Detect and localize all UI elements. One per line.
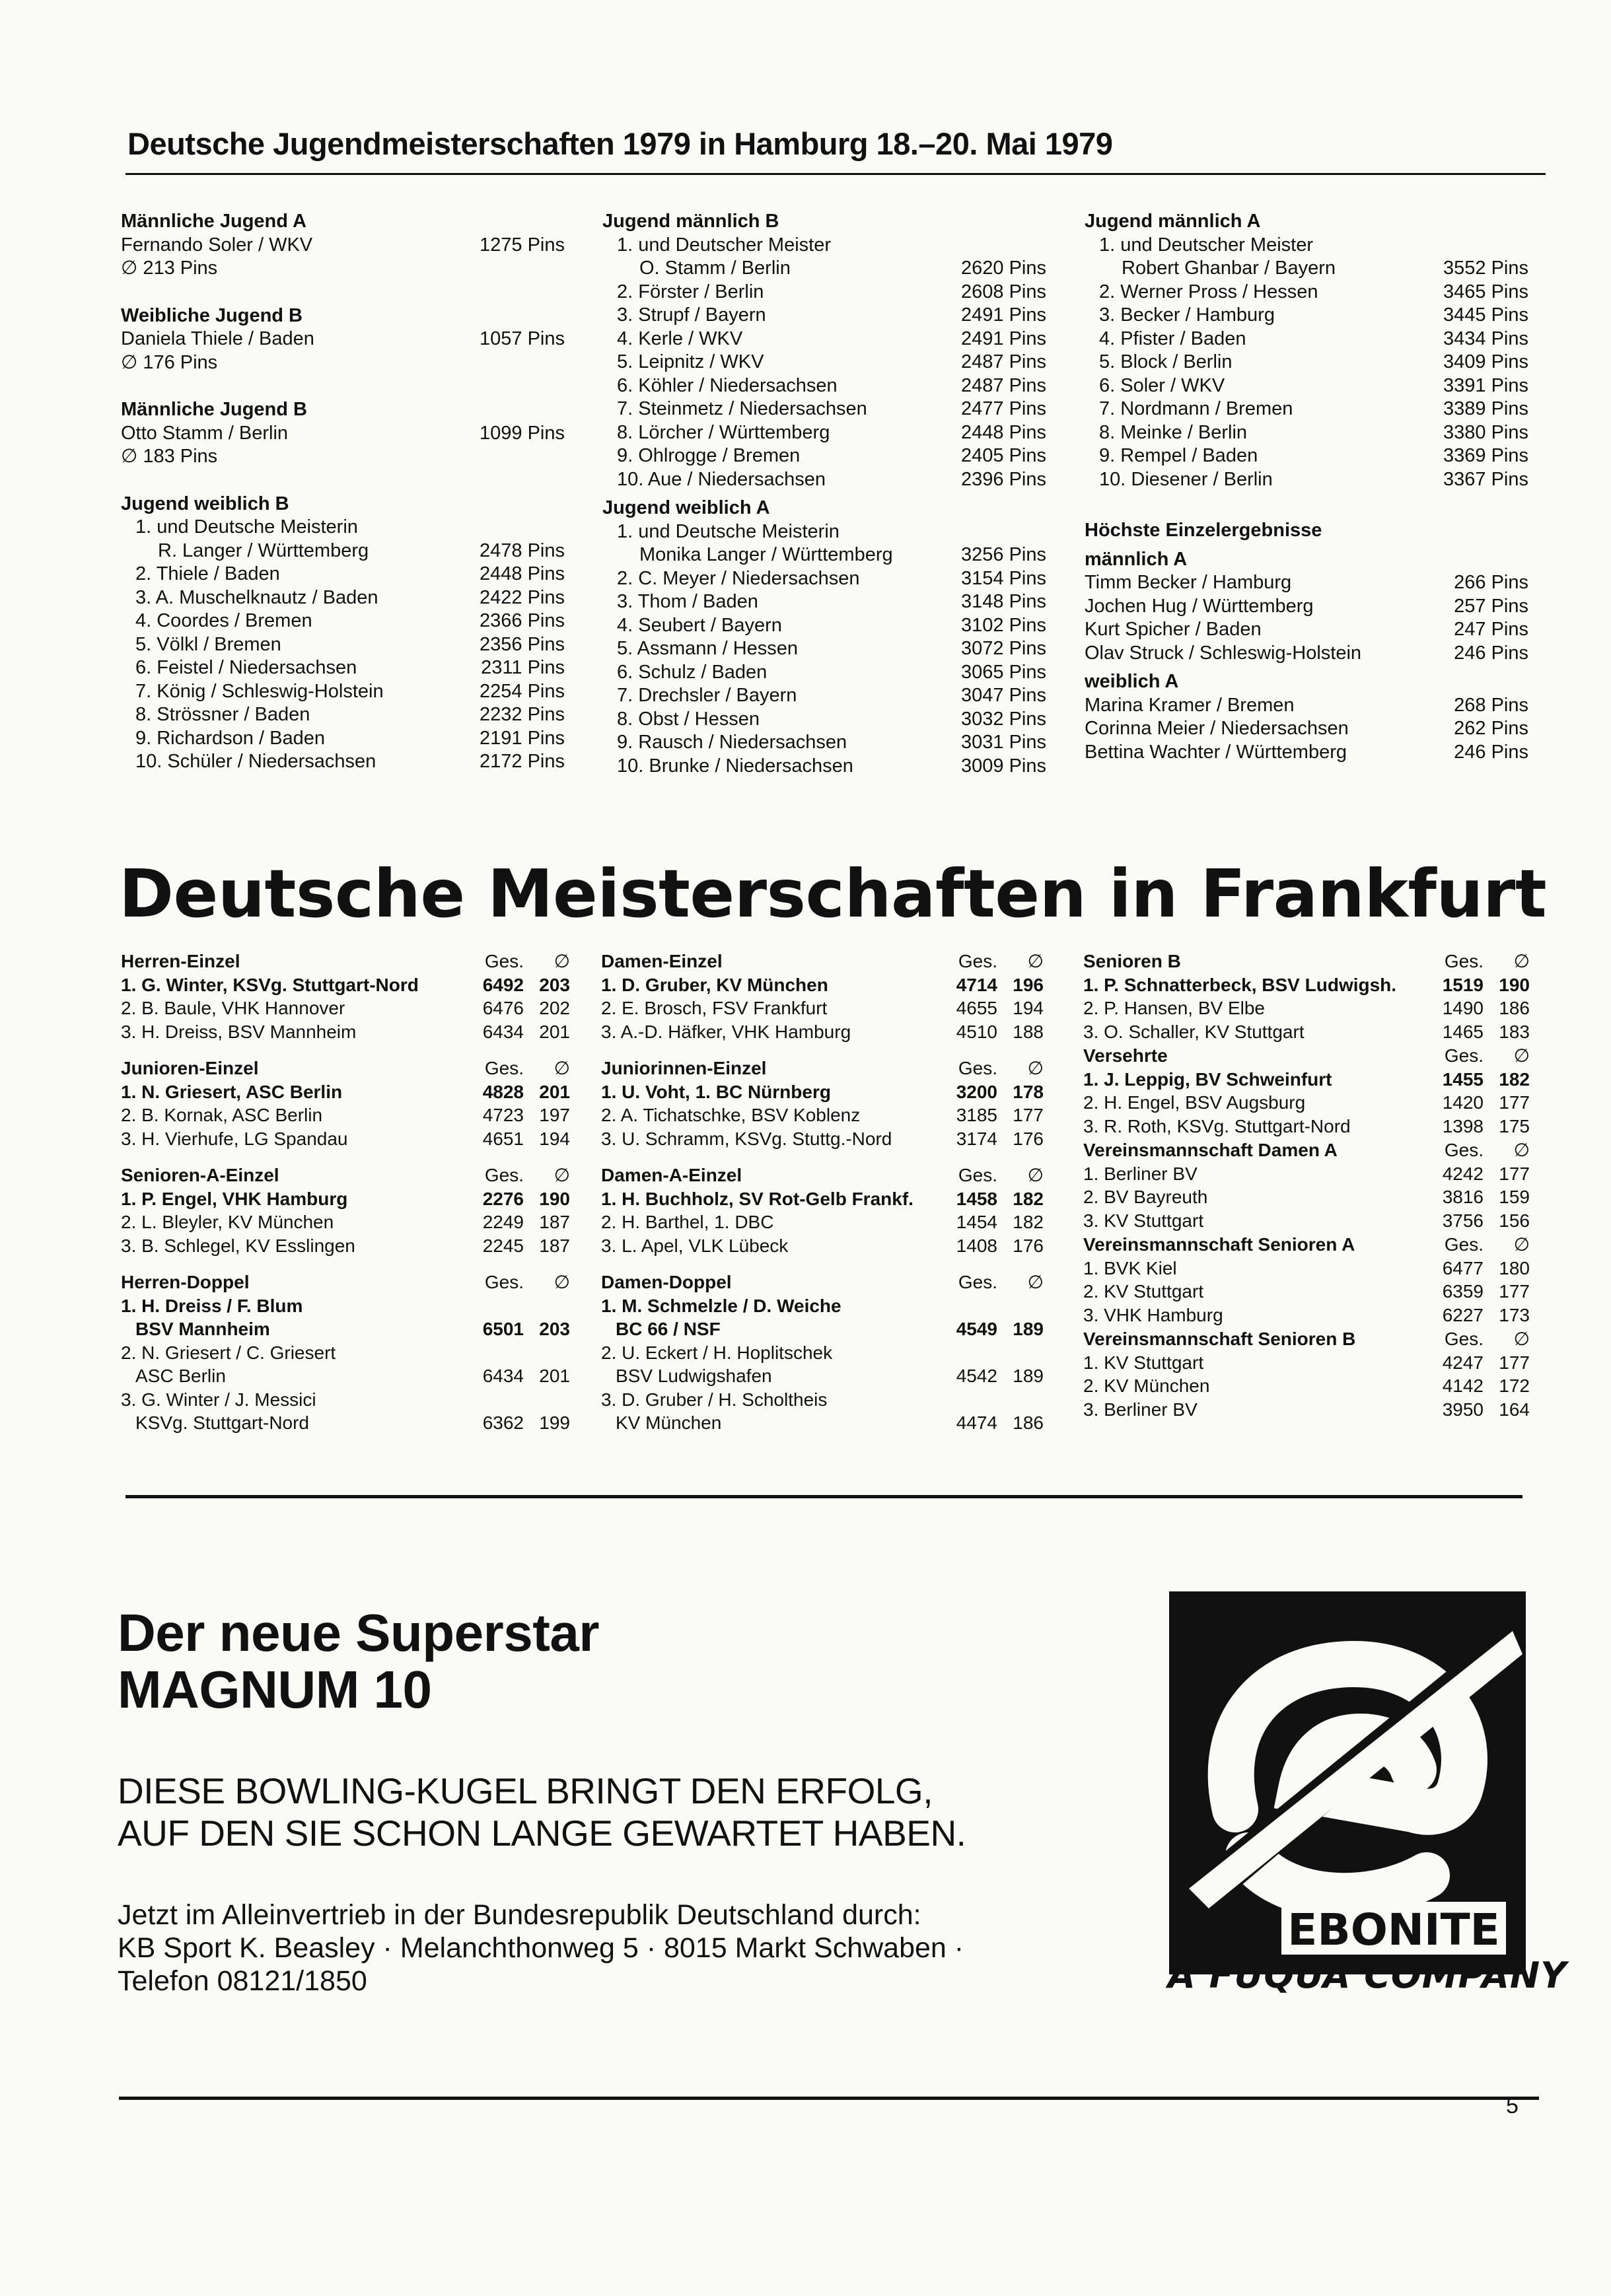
table-row: ASC Berlin 6434 201 bbox=[135, 1366, 570, 1386]
result-row: 10. Brunke / Niedersachsen 3009 Pins bbox=[617, 755, 1046, 777]
result-row: Bettina Wachter / Württemberg 246 Pins bbox=[1085, 741, 1528, 763]
section-title: Jugend weiblich B bbox=[121, 493, 289, 514]
average-column-label: ∅ bbox=[1513, 1329, 1530, 1349]
result-row: 3. Thom / Baden 3148 Pins bbox=[617, 591, 1046, 612]
table-row: 2. KV München 4142 172 bbox=[1083, 1375, 1530, 1396]
result-list bbox=[1085, 571, 1528, 665]
ad-tagline: DIESE BOWLING-KUGEL BRINGT DEN ERFOLG, AUF DEN SIE SCHON LANGE GEWARTET HABEN. bbox=[118, 1770, 966, 1854]
section-title: Jugend männlich B bbox=[602, 211, 779, 232]
result-row: 2. Thiele / Baden 2448 Pins bbox=[135, 563, 565, 584]
logo-word: EBONITE bbox=[1287, 1904, 1500, 1955]
middle-rule bbox=[125, 1495, 1522, 1498]
result-row: 10. Diesener / Berlin 3367 Pins bbox=[1099, 468, 1528, 490]
section-title: Höchste Einzelergebnisse bbox=[1085, 520, 1322, 541]
section-title: Damen-A-Einzel bbox=[601, 1165, 742, 1185]
ges-column-label: Ges. bbox=[958, 1165, 997, 1185]
table-row: 2. U. Eckert / H. Hoplitschek bbox=[601, 1342, 833, 1363]
table-row: 1. H. Dreiss / F. Blum bbox=[121, 1295, 303, 1316]
table-row: 1. KV Stuttgart 4247 177 bbox=[1083, 1352, 1530, 1373]
table-row: KSVg. Stuttgart-Nord 6362 199 bbox=[135, 1412, 570, 1433]
top-rule bbox=[125, 173, 1546, 175]
result-row: 3. A. Muschelknautz / Baden 2422 Pins bbox=[135, 586, 565, 608]
dm-col-3 bbox=[1083, 950, 1530, 1421]
result-row: 6. Schulz / Baden 3065 Pins bbox=[617, 661, 1046, 683]
section-title: Senioren B bbox=[1083, 951, 1181, 971]
result-row: 10. Aue / Niedersachsen 2396 Pins bbox=[617, 468, 1046, 490]
table-section-header bbox=[601, 1164, 1044, 1187]
section-title: Herren-Einzel bbox=[121, 951, 240, 971]
section-title: Junioren-Einzel bbox=[121, 1058, 259, 1078]
table-row: 1. P. Schnatterbeck, BSV Ludwigsh. 1519 190 bbox=[1083, 974, 1530, 995]
table-row: 1. M. Schmelzle / D. Weiche bbox=[601, 1295, 841, 1316]
table-row: 3. R. Roth, KSVg. Stuttgart-Nord 1398 175 bbox=[1083, 1115, 1530, 1136]
ges-column-label: Ges. bbox=[484, 1272, 524, 1292]
table-row: 2. E. Brosch, FSV Frankfurt 4655 194 bbox=[601, 998, 1044, 1018]
table-row: 2. BV Bayreuth 3816 159 bbox=[1083, 1187, 1530, 1207]
meisterschaften-title: Deutsche Meisterschaften in Frankfurt bbox=[119, 855, 1547, 932]
dm-col-2 bbox=[601, 950, 1044, 1435]
result-list bbox=[602, 543, 1046, 778]
section-title: Versehrte bbox=[1083, 1045, 1168, 1066]
result-row: 5. Völkl / Bremen 2356 Pins bbox=[135, 633, 565, 655]
logo-caption: A FUQUA COMPANY bbox=[1168, 1955, 1567, 1996]
table-section-header bbox=[1083, 1044, 1530, 1068]
table-row: 1. P. Engel, VHK Hamburg 2276 190 bbox=[121, 1188, 570, 1209]
result-row: O. Stamm / Berlin 2620 Pins bbox=[639, 258, 1046, 279]
result-row: Monika Langer / Württemberg 3256 Pins bbox=[639, 544, 1046, 565]
table-row: 2. N. Griesert / C. Griesert bbox=[121, 1342, 336, 1363]
table-row: 1. U. Voht, 1. BC Nürnberg 3200 178 bbox=[601, 1081, 1044, 1102]
ges-column-label: Ges. bbox=[1444, 1234, 1484, 1255]
product-name: MAGNUM 10 bbox=[118, 1660, 432, 1719]
ad-contact: Jetzt im Alleinvertrieb in der Bundesrepublik Deutschland durch: KB Sport K. Beasley · Melanchthonweg 5 · 8015 Markt Schwaben · Telefon 08121/1850 bbox=[118, 1899, 964, 1997]
section-title: Herren-Doppel bbox=[121, 1272, 250, 1292]
average-column-label: ∅ bbox=[1027, 1165, 1044, 1185]
section-title: Weibliche Jugend B bbox=[121, 304, 303, 326]
ges-column-label: Ges. bbox=[484, 951, 524, 971]
result-row: 8. Obst / Hessen 3032 Pins bbox=[617, 708, 1046, 730]
ad-headline bbox=[118, 1605, 599, 1718]
table-row: 2. H. Barthel, 1. DBC 1454 182 bbox=[601, 1212, 1044, 1232]
table-section-header bbox=[1083, 1138, 1530, 1162]
page-number: 5 bbox=[1506, 2093, 1519, 2118]
table-row: 1. BVK Kiel 6477 180 bbox=[1083, 1257, 1530, 1278]
jugend-col-3 bbox=[1085, 210, 1528, 764]
table-row: 1. G. Winter, KSVg. Stuttgart-Nord 6492 203 bbox=[121, 974, 570, 995]
table-row: 1. Berliner BV 4242 177 bbox=[1083, 1163, 1530, 1184]
result-row: 9. Rausch / Niedersachsen 3031 Pins bbox=[617, 732, 1046, 753]
jugend-col-2 bbox=[602, 210, 1046, 778]
average-column-label: ∅ bbox=[554, 951, 570, 971]
result-row: 5. Block / Berlin 3409 Pins bbox=[1099, 351, 1528, 372]
table-row: 2. A. Tichatschke, BSV Koblenz 3185 177 bbox=[601, 1105, 1044, 1125]
table-row: 1. J. Leppig, BV Schweinfurt 1455 182 bbox=[1083, 1068, 1530, 1090]
dm-col-1 bbox=[121, 950, 570, 1435]
table-section-header bbox=[121, 950, 570, 973]
section-title: Männliche Jugend B bbox=[121, 399, 307, 420]
result-list bbox=[1085, 694, 1528, 765]
section-title: Damen-Einzel bbox=[601, 951, 723, 971]
section-title: Damen-Doppel bbox=[601, 1272, 732, 1292]
result-row: Timm Becker / Hamburg 266 Pins bbox=[1085, 572, 1528, 593]
table-row: 2. P. Hansen, BV Elbe 1490 186 bbox=[1083, 998, 1530, 1018]
result-row: 7. Nordmann / Bremen 3389 Pins bbox=[1099, 398, 1528, 419]
table-section-header bbox=[121, 1057, 570, 1080]
bottom-rule bbox=[119, 2097, 1539, 2100]
result-row: 8. Meinke / Berlin 3380 Pins bbox=[1099, 421, 1528, 443]
table-row: 3. A.-D. Häfker, VHK Hamburg 4510 188 bbox=[601, 1021, 1044, 1042]
section-title: Männliche Jugend A bbox=[121, 211, 306, 232]
result-row: 9. Rempel / Baden 3369 Pins bbox=[1099, 445, 1528, 466]
section-title: Jugend männlich A bbox=[1085, 211, 1261, 232]
table-row: 3. B. Schlegel, KV Esslingen 2245 187 bbox=[121, 1235, 570, 1256]
table-row: 1. H. Buchholz, SV Rot-Gelb Frankf. 1458 182 bbox=[601, 1188, 1044, 1209]
result-row: Fernando Soler / WKV 1275 Pins bbox=[121, 234, 565, 256]
ges-column-label: Ges. bbox=[1444, 1045, 1484, 1066]
table-row: 3. KV Stuttgart 3756 156 bbox=[1083, 1210, 1530, 1231]
table-row: 3. Berliner BV 3950 164 bbox=[1083, 1399, 1530, 1420]
section-title: Jugend weiblich A bbox=[602, 497, 770, 518]
ges-column-label: Ges. bbox=[484, 1058, 524, 1078]
table-row: KV München 4474 186 bbox=[616, 1412, 1044, 1433]
average-column-label: ∅ bbox=[1513, 951, 1530, 971]
intro-line: 1. und Deutsche Meisterin bbox=[135, 516, 358, 538]
result-row: 6. Feistel / Niedersachsen 2311 Pins bbox=[135, 657, 565, 678]
result-row: 4. Coordes / Bremen 2366 Pins bbox=[135, 610, 565, 631]
table-row: 3. D. Gruber / H. Scholtheis bbox=[601, 1389, 828, 1410]
table-section-header bbox=[121, 1164, 570, 1187]
table-row: 2. B. Kornak, ASC Berlin 4723 197 bbox=[121, 1105, 570, 1125]
ges-column-label: Ges. bbox=[1444, 1140, 1484, 1160]
intro-line: 1. und Deutsche Meisterin bbox=[617, 520, 840, 542]
table-row: 2. KV Stuttgart 6359 177 bbox=[1083, 1281, 1530, 1302]
table-section-header bbox=[601, 1270, 1044, 1294]
result-row: 6. Soler / WKV 3391 Pins bbox=[1099, 374, 1528, 396]
table-section-header bbox=[1083, 1327, 1530, 1351]
result-row: 4. Kerle / WKV 2491 Pins bbox=[617, 328, 1046, 349]
intro-line: 1. und Deutscher Meister bbox=[617, 234, 831, 256]
average-line: ∅ 176 Pins bbox=[121, 351, 218, 373]
average-column-label: ∅ bbox=[1027, 1058, 1044, 1078]
average-line: ∅ 213 Pins bbox=[121, 258, 218, 279]
section-title: Senioren-A-Einzel bbox=[121, 1165, 279, 1185]
result-row: 5. Assmann / Hessen 3072 Pins bbox=[617, 638, 1046, 659]
jugend-title: Deutsche Jugendmeisterschaften 1979 in Hamburg 18.–20. Mai 1979 bbox=[127, 126, 1113, 161]
result-row: Olav Struck / Schleswig-Holstein 246 Pins bbox=[1085, 642, 1528, 664]
section-title: Vereinsmannschaft Senioren A bbox=[1083, 1234, 1355, 1255]
average-column-label: ∅ bbox=[1513, 1140, 1530, 1160]
table-row: 3. VHK Hamburg 6227 173 bbox=[1083, 1304, 1530, 1325]
result-row: 3. Becker / Hamburg 3445 Pins bbox=[1099, 304, 1528, 326]
section-title: Juniorinnen-Einzel bbox=[601, 1058, 767, 1078]
table-row: BSV Mannheim 6501 203 bbox=[135, 1319, 570, 1339]
section-title: Vereinsmannschaft Senioren B bbox=[1083, 1329, 1356, 1349]
average-column-label: ∅ bbox=[554, 1165, 570, 1185]
table-section-header bbox=[601, 950, 1044, 973]
table-row: 3. G. Winter / J. Messici bbox=[121, 1389, 316, 1410]
result-row: 2. Werner Pross / Hessen 3465 Pins bbox=[1099, 281, 1528, 302]
table-row: 1. N. Griesert, ASC Berlin 4828 201 bbox=[121, 1081, 570, 1102]
table-section-header bbox=[1083, 950, 1530, 973]
average-column-label: ∅ bbox=[1513, 1045, 1530, 1066]
table-row: 1. D. Gruber, KV München 4714 196 bbox=[601, 974, 1044, 995]
result-list bbox=[1085, 257, 1528, 491]
subsection-title: männlich A bbox=[1085, 548, 1188, 570]
result-row: 4. Seubert / Bayern 3102 Pins bbox=[617, 614, 1046, 636]
average-line: ∅ 183 Pins bbox=[121, 446, 218, 467]
ges-column-label: Ges. bbox=[1444, 1329, 1484, 1349]
result-row: 7. Drechsler / Bayern 3047 Pins bbox=[617, 685, 1046, 706]
result-list bbox=[121, 539, 565, 774]
average-column-label: ∅ bbox=[1027, 951, 1044, 971]
result-row: 9. Richardson / Baden 2191 Pins bbox=[135, 727, 565, 749]
subsection-title: weiblich A bbox=[1085, 671, 1179, 692]
ges-column-label: Ges. bbox=[958, 1272, 997, 1292]
table-row: 2. B. Baule, VHK Hannover 6476 202 bbox=[121, 998, 570, 1018]
table-row: 2. L. Bleyler, KV München 2249 187 bbox=[121, 1212, 570, 1232]
result-row: R. Langer / Württemberg 2478 Pins bbox=[158, 539, 565, 561]
result-row: 3. Strupf / Bayern 2491 Pins bbox=[617, 304, 1046, 326]
result-row: Daniela Thiele / Baden 1057 Pins bbox=[121, 328, 565, 349]
table-row: BSV Ludwigshafen 4542 189 bbox=[616, 1366, 1044, 1386]
result-row: 4. Pfister / Baden 3434 Pins bbox=[1099, 328, 1528, 349]
result-row: Otto Stamm / Berlin 1099 Pins bbox=[121, 422, 565, 444]
result-row: Kurt Spicher / Baden 247 Pins bbox=[1085, 619, 1528, 640]
result-row: Robert Ghanbar / Bayern 3552 Pins bbox=[1122, 258, 1528, 279]
result-row: 8. Strössner / Baden 2232 Pins bbox=[135, 704, 565, 725]
result-row: 7. Steinmetz / Niedersachsen 2477 Pins bbox=[617, 398, 1046, 419]
table-row: 3. O. Schaller, KV Stuttgart 1465 183 bbox=[1083, 1021, 1530, 1042]
result-row: 5. Leipnitz / WKV 2487 Pins bbox=[617, 351, 1046, 372]
table-section-header bbox=[121, 1270, 570, 1294]
result-row: 10. Schüler / Niedersachsen 2172 Pins bbox=[135, 751, 565, 772]
average-column-label: ∅ bbox=[554, 1272, 570, 1292]
table-row: 2. H. Engel, BSV Augsburg 1420 177 bbox=[1083, 1092, 1530, 1113]
result-row: Jochen Hug / Württemberg 257 Pins bbox=[1085, 595, 1528, 617]
table-row: 3. L. Apel, VLK Lübeck 1408 176 bbox=[601, 1235, 1044, 1256]
table-row: 3. U. Schramm, KSVg. Stuttg.-Nord 3174 176 bbox=[601, 1128, 1044, 1149]
table-row: BC 66 / NSF 4549 189 bbox=[616, 1319, 1044, 1339]
result-row: Corinna Meier / Niedersachsen 262 Pins bbox=[1085, 718, 1528, 739]
result-row: Marina Kramer / Bremen 268 Pins bbox=[1085, 694, 1528, 716]
table-row: 3. H. Vierhufe, LG Spandau 4651 194 bbox=[121, 1128, 570, 1149]
intro-line: 1. und Deutscher Meister bbox=[1099, 234, 1313, 256]
table-section-header bbox=[1083, 1233, 1530, 1257]
ges-column-label: Ges. bbox=[1444, 951, 1484, 971]
jugend-col-1 bbox=[121, 210, 565, 774]
ges-column-label: Ges. bbox=[958, 1058, 997, 1078]
result-row: 2. C. Meyer / Niedersachsen 3154 Pins bbox=[617, 567, 1046, 589]
average-column-label: ∅ bbox=[1027, 1272, 1044, 1292]
ges-column-label: Ges. bbox=[958, 951, 997, 971]
ad-headline-line: Der neue Superstar bbox=[118, 1603, 600, 1662]
table-row: 3. H. Dreiss, BSV Mannheim 6434 201 bbox=[121, 1021, 570, 1042]
table-section-header bbox=[601, 1057, 1044, 1080]
ges-column-label: Ges. bbox=[484, 1165, 524, 1185]
result-list bbox=[602, 257, 1046, 491]
section-title: Vereinsmannschaft Damen A bbox=[1083, 1140, 1338, 1160]
result-row: 6. Köhler / Niedersachsen 2487 Pins bbox=[617, 374, 1046, 396]
result-row: 7. König / Schleswig-Holstein 2254 Pins bbox=[135, 680, 565, 702]
result-row: 8. Lörcher / Württemberg 2448 Pins bbox=[617, 421, 1046, 443]
result-row: 9. Ohlrogge / Bremen 2405 Pins bbox=[617, 445, 1046, 466]
ebonite-logo bbox=[1169, 1591, 1526, 1974]
result-row: 2. Förster / Berlin 2608 Pins bbox=[617, 281, 1046, 302]
average-column-label: ∅ bbox=[1513, 1234, 1530, 1255]
average-column-label: ∅ bbox=[554, 1058, 570, 1078]
